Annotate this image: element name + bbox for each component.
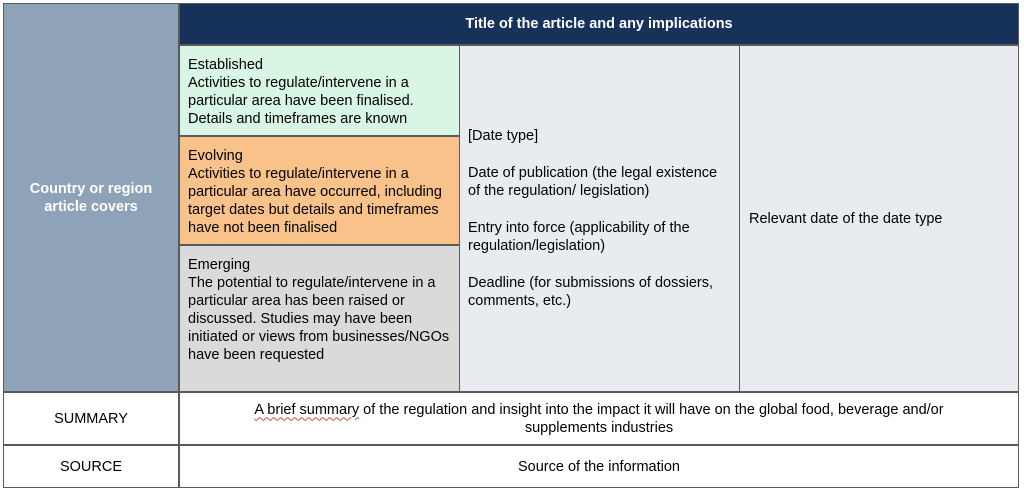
- summary-rest: of the regulation and insight into the impact it will have on the global food, beverage and/or supplements industries: [359, 401, 944, 436]
- source-text: Source of the information: [517, 458, 680, 475]
- status-description: The potential to regulate/intervene in a particular area has been raised or discussed. Studies may have been initiated or views from businesses/NGOs have been requested: [188, 275, 450, 363]
- summary-lead: A brief summary: [254, 401, 360, 418]
- status-description: Activities to regulate/intervene in a particular area have occurred, including target dates but details and timeframes have not been finalised: [188, 166, 442, 236]
- status-title: Established: [188, 57, 263, 73]
- summary-label: SUMMARY: [54, 410, 128, 427]
- country-region-cell: [3, 3, 179, 392]
- date-type-publication: Date of publication (the legal existence of the regulation/ legislation): [468, 165, 718, 199]
- date-type-deadline: Deadline (for submissions of dossiers, comments, etc.): [468, 275, 713, 309]
- status-evolving-cell: [179, 136, 460, 245]
- summary-label-cell: [3, 392, 179, 445]
- source-label-cell: [3, 445, 179, 488]
- status-established-cell: [179, 45, 460, 136]
- date-type-cell: [459, 45, 740, 392]
- summary-text-cell: [179, 392, 1019, 445]
- relevant-date-cell: [739, 45, 1019, 392]
- date-type-heading: [Date type]: [468, 128, 539, 144]
- status-title: Evolving: [188, 148, 243, 164]
- source-label: SOURCE: [59, 458, 123, 475]
- date-type-entry-into-force: Entry into force (applicability of the regulation/legislation): [468, 220, 690, 254]
- article-title-text: Title of the article and any implications: [465, 16, 733, 32]
- relevant-date-text: Relevant date of the date type: [749, 210, 943, 227]
- status-description: Activities to regulate/intervene in a particular area have been finalised. Details and timeframes are known: [188, 75, 414, 127]
- article-title-header: [179, 3, 1019, 45]
- status-emerging-cell: [179, 245, 460, 392]
- summary-text: [240, 401, 958, 437]
- country-region-label: Country or region article covers: [29, 180, 153, 215]
- source-text-cell: [179, 445, 1019, 488]
- status-title: Emerging: [188, 257, 251, 273]
